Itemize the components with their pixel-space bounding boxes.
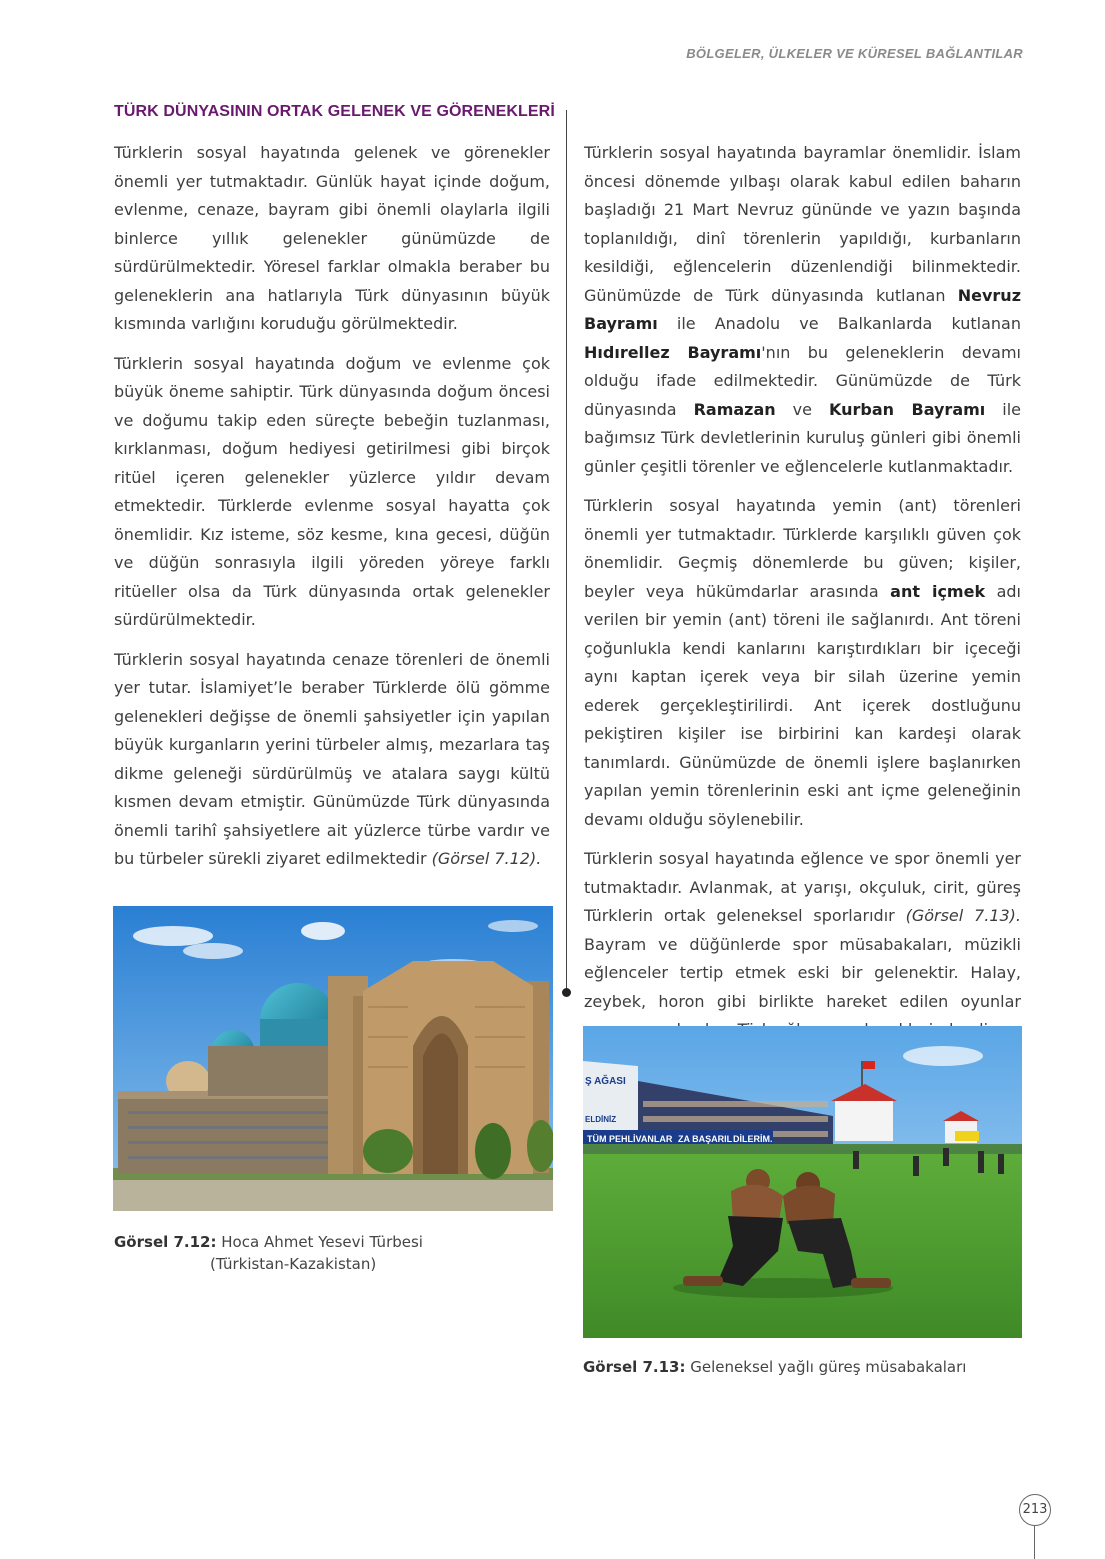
figure-7-13-caption — [583, 1356, 1023, 1378]
text-run: ve — [775, 399, 829, 419]
text-run: Türklerin sosyal hayatında eğlence ve spor önemli yer tutmaktadır. Avlanmak, at yarışı, okçuluk, cirit, güreş Türklerin ortak geleneksel sporlarıdır — [584, 849, 1021, 925]
term-ramazan: Ramazan — [693, 399, 776, 419]
page-number-rule — [1034, 1526, 1035, 1559]
paragraph-customs: Türklerin sosyal hayatında gelenek ve görenekler önemli yer tutmaktadır. Günlük hayat içinde doğum, evlenme, cenaze, bayram gibi önemli olaylarla ilgili binlerce yıllık gelenekler günümüzde de sürdürülmektedir. Yöresel farklar olmakla beraber bu geleneklerin ana hatlarıyla Türk dünyasının büyük kısmında varlığını koruduğu görülmektedir. — [114, 143, 550, 333]
right-column — [584, 139, 1021, 1056]
mausoleum-photo — [113, 906, 553, 1211]
term-hidirellez: Hıdırellez Bayramı — [584, 342, 762, 362]
text-run: Türklerin sosyal hayatında yemin (ant) törenleri önemli yer tutmaktadır. Türklerde karşılıklı güven çok önemlidir. Geçmiş dönemlerde bu güven; kişiler, beyler veya hükümdarlar arasında — [584, 496, 1021, 601]
figure-reference: (Görsel 7.13). — [905, 906, 1022, 925]
running-header: BÖLGELER, ÜLKELER VE KÜRESEL BAĞLANTILAR — [686, 46, 1023, 61]
term-nevruz: Nevruz Bayramı — [584, 285, 1021, 333]
divider-dot — [562, 988, 571, 997]
paragraph-funeral — [114, 646, 550, 874]
paragraph-oath — [584, 492, 1021, 834]
figure-7-12-caption — [114, 1231, 544, 1275]
term-ant-icmek: ant içmek — [890, 581, 986, 601]
text-run: ile bağımsız Türk devletlerinin kuruluş günleri gibi önemli günler çeşitli törenler ve eğlencelerle kutlanmaktadır. — [584, 399, 1022, 476]
banner-text: Ş AĞASI — [585, 1076, 626, 1087]
section-title: TÜRK DÜNYASININ ORTAK GELENEK VE GÖRENEKLERİ — [114, 103, 555, 120]
paragraph-birth-marriage: Türklerin sosyal hayatında doğum ve evlenme çok büyük öneme sahiptir. Türk dünyasında doğum öncesi ve doğumu takip eden süreçte bebeğin tuzlanması, kırklanması, doğum hediyesi getirilmesi gibi birçok ritüel içeren gelenekler yüzlerce yıldır devam etmektedir. Türklerde evlenme sosyal hayatta çok önemlidir. Kız isteme, söz kesme, kına gecesi, düğün ve düğün sonrasıyla ilgili yöreden yöreye farklı ritüeller olsa da Türk dünyasında ortak gelenekler sürdürülmektedir. — [114, 353, 550, 629]
figure-label: Görsel 7.13: — [583, 1358, 686, 1376]
caption-line-1: Hoca Ahmet Yesevi Türbesi — [221, 1233, 423, 1251]
paragraph-sports — [584, 845, 1021, 1045]
wrestling-photo — [583, 1026, 1022, 1338]
paragraph-funeral-text: Türklerin sosyal hayatında cenaze törenleri de önemli yer tutar. İslamiyet’le beraber Türklerde ölü gömme gelenekleri değişse de önemli şahsiyetler için yapılan büyük kurganların yerini türbeler almış, mezarlara taş dikme geleneği sürdürülmüş ve atalara saygı kültü kısmen devam etmiştir. Günümüzde Türk dünyasında önemli tarihî şahsiyetlere ait yüzlerce türbe vardır ve bu türbeler sürekli ziyaret edilmektedir — [114, 649, 550, 868]
term-kurban: Kurban Bayramı — [828, 399, 986, 419]
figure-label: Görsel 7.12: — [114, 1233, 217, 1251]
left-column — [114, 139, 550, 885]
text-run: 'nın bu geleneklerin devamı olduğu ifade edilmektedir. Günümüzde de Türk dünyasında — [584, 342, 1021, 419]
banner-text: ZA BAŞARIL — [678, 1134, 733, 1144]
banner-text: DİLERİM. — [733, 1134, 773, 1144]
caption-text: Geleneksel yağlı güreş müsabakaları — [690, 1358, 967, 1376]
banner-text: TÜM PEHLİVANLAR — [587, 1134, 673, 1144]
text-run: Bayram ve düğünlerde spor müsabakaları, müzikli eğlenceler tertip etmek eski bir gelenektir. Halay, zeybek, horon gibi birlikte hareket edilen oyunlar — [584, 934, 1021, 1011]
banner-text: ELDİNİZ — [585, 1115, 617, 1124]
caption-line-2: (Türkistan-Kazakistan) — [210, 1255, 377, 1273]
paragraph-holidays — [584, 139, 1021, 481]
figure-reference: (Görsel 7.12). — [431, 849, 542, 868]
text-run: adı verilen bir yemin (ant) töreni ile sağlanırdı. Ant töreni çoğunlukla kendi kanlarını karıştırdıkları bir içeceği aynı kaptan içerek veya bir silah üzerine yemin ederek gerçekleştirilirdi. Ant içerek dostluğunu pekiştiren kişiler ise birbirini kan kardeşi olarak tanımlardı. Günümüzde de önemli işlere başlanırken yapılan yemin törenlerinin eski ant içme geleneğinin devamı olduğu söylenebilir. — [584, 581, 1021, 829]
column-divider — [566, 110, 567, 992]
page-number: 213 — [1019, 1494, 1051, 1526]
text-run: Türklerin sosyal hayatında bayramlar önemlidir. İslam öncesi dönemde yılbaşı olarak kabul edilen baharın başladığı 21 Mart Nevruz gününde ve yazın başında toplanıldığı, dinî törenlerin yapıldığı, kurbanların kesildiği, eğlencelerin düzenlendiği bilinmektedir. Günümüzde de Türk dünyasında kutlanan — [584, 143, 1021, 305]
text-run: ile Anadolu ve Balkanlarda kutlanan — [657, 314, 1021, 333]
